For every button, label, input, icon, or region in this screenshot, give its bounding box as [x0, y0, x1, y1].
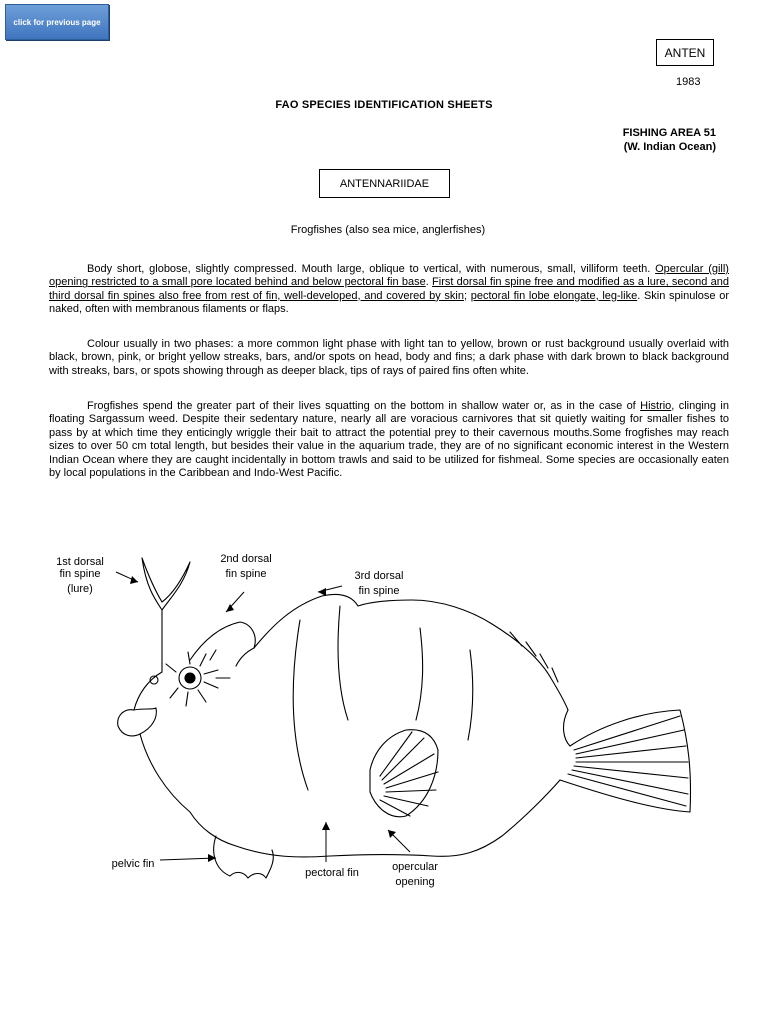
label-dorsal2-line2: fin spine — [225, 568, 267, 580]
label-dorsal3-line1: 3rd dorsal — [354, 570, 404, 582]
caudal-fin — [560, 710, 691, 812]
arrowhead-dorsal1 — [130, 576, 138, 584]
arrowhead-pectoral — [322, 822, 330, 830]
key-character-text: Opercular (gill) opening restricted to a small pore located behind and below pectoral fin base — [49, 263, 729, 289]
label-pectoral-fin: pectoral fin — [305, 867, 359, 879]
head-outline — [118, 672, 236, 846]
head-filaments — [166, 650, 230, 706]
genus-name: Histrio — [640, 400, 672, 412]
body-details — [293, 606, 473, 790]
label-dorsal2-line1: 2nd dorsal — [220, 553, 272, 565]
label-pelvic-fin: pelvic fin — [111, 858, 155, 870]
lure-spine — [142, 558, 190, 672]
eye-pupil — [185, 673, 195, 683]
text-run: . Skin spinulose or naked, often with membranous filaments or flaps. — [49, 289, 729, 316]
text-run: Body short, globose, slightly compressed. Mouth large, oblique to vertical, with numerous, small, villiform teeth. — [87, 263, 656, 275]
fishing-area — [623, 126, 716, 154]
mouth — [134, 708, 156, 734]
third-dorsal-spine — [254, 594, 492, 648]
biology-paragraph — [49, 400, 729, 480]
pectoral-rays — [380, 732, 438, 816]
species-code: ANTEN — [664, 45, 706, 60]
key-character-text: First dorsal fin spine free and modified as a lure, second and third dorsal fin spines also free from rest of fin, well-developed, and covered by skin — [49, 276, 729, 302]
pelvic-fin — [214, 836, 274, 878]
text-run: , clinging in floating Sargassum weed. Despite their sedentary nature, nearly all are voracious carnivores that sit quietly waiting for smaller fishes to pass by at which time they enticingly wriggle their bait to attract the potential prey to their cavernous mouths.Some frogfishes may reach sizes to over 50 cm total length, but besides their value in the aquarium trade, they are of no significant economic interest in the Western Indian Ocean where they are caught incidentally in bottom trawls and said to be utilized for fishmeal. Some species are occasionally eaten by local populations in the Caribbean and Indo-West Pacific. — [49, 400, 729, 480]
common-names: Frogfishes (also sea mice, anglerfishes) — [290, 224, 486, 236]
text-run: Frogfishes spend the greater part of their lives squatting on the bottom in shallow water or, as in the case of — [87, 400, 641, 412]
label-dorsal1-line3: (lure) — [67, 583, 93, 595]
text-run: ; — [463, 289, 471, 302]
arrowhead-dorsal2 — [226, 604, 234, 612]
fishing-area-region: (W. Indian Ocean) — [623, 141, 716, 153]
previous-page-button[interactable]: click for previous page — [5, 4, 109, 40]
family-name-box — [319, 169, 450, 198]
colour-text: Colour usually in two phases: a more common light phase with light tan to yellow, brown or rust background usually overlaid with black, brown, pink, or bright yellow streaks, bars, and/or spots on head, body and fins; a dark phase with dark brown to black background with streaks, bars, or spots showing through as deeper black, tips of rays of paired fins often white. — [49, 338, 729, 377]
caudal-rays — [568, 716, 688, 806]
label-dorsal1-line2: fin spine — [59, 568, 101, 580]
belly-outline — [236, 836, 502, 857]
frogfish-illustration — [40, 540, 740, 900]
colour-paragraph — [49, 338, 729, 378]
description-paragraph — [49, 263, 729, 317]
page-title: FAO SPECIES IDENTIFICATION SHEETS — [275, 99, 493, 111]
label-dorsal3-line2: fin spine — [358, 585, 400, 597]
year: 1983 — [676, 76, 701, 88]
second-dorsal-spine — [190, 622, 255, 666]
arrowhead-pelvic — [208, 854, 216, 862]
fishing-area-number: FISHING AREA 51 — [622, 127, 716, 139]
key-character-text: pectoral fin lobe elongate, leg-like — [470, 289, 638, 302]
label-dorsal1-line1: 1st dorsal — [56, 556, 104, 568]
family-name: ANTENNARIIDAE — [339, 177, 430, 190]
species-code-box — [656, 39, 714, 66]
dorsal-fin — [492, 624, 568, 710]
label-opercular-line2: opening — [395, 876, 435, 888]
arrowhead-dorsal3 — [318, 588, 326, 596]
arrow-pelvic — [160, 858, 216, 860]
caudal-peduncle — [502, 710, 570, 836]
text-run: . — [425, 276, 433, 289]
label-opercular-line1: opercular — [392, 861, 438, 873]
